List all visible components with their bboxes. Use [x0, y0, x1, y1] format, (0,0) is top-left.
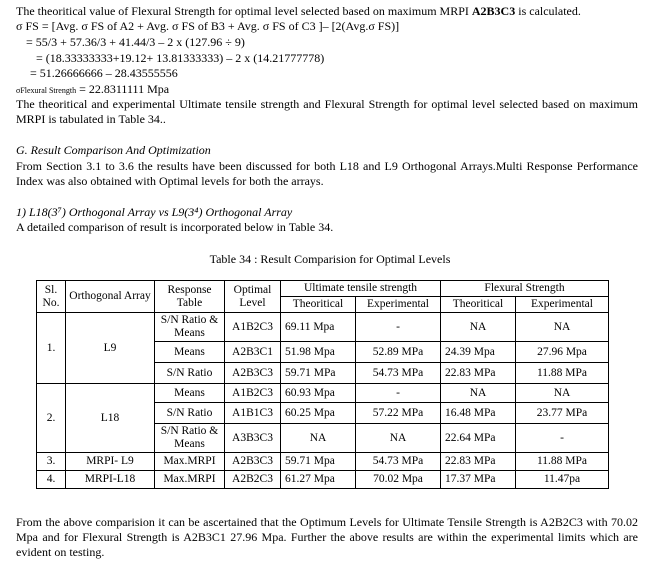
cell-sl: 4. — [37, 471, 66, 489]
cell-fs-experimental: NA — [516, 384, 609, 403]
table-caption: Table 34 : Result Comparision for Optimal Levels — [209, 252, 451, 266]
cell-uts-experimental: - — [356, 384, 441, 403]
header-flex-experimental: Experimental — [516, 297, 609, 313]
cell-array: L18 — [66, 384, 155, 453]
cell-uts-experimental: 54.73 MPa — [356, 453, 441, 471]
table-row — [37, 313, 609, 342]
header-response-table: Response Table — [155, 281, 225, 313]
cell-fs-experimental: 11.88 MPa — [516, 363, 609, 384]
cell-uts-theoretical: 69.11 Mpa — [281, 313, 356, 342]
cell-response: S/N Ratio — [155, 403, 225, 424]
cell-response: Max.MRPI — [155, 471, 225, 489]
cell-response: S/N Ratio & Means — [155, 424, 225, 453]
cell-fs-theoretical: 22.83 MPa — [441, 453, 516, 471]
section-g-paragraph: From Section 3.1 to 3.6 the results have been discussed for both L18 and L9 Orthogonal Arrays.Multi Response Performance Index was also obtained with Optimal levels for both the arrays. — [16, 159, 638, 188]
cell-fs-experimental: 23.77 MPa — [516, 403, 609, 424]
result-comparison-table — [36, 280, 609, 489]
cell-uts-theoretical: 61.27 Mpa — [281, 471, 356, 489]
header-uts-experimental: Experimental — [356, 297, 441, 313]
cell-sl: 3. — [37, 453, 66, 471]
header-sl-no: Sl. No. — [37, 281, 66, 313]
intro-level-bold: A2B3C3 — [471, 4, 516, 18]
cell-uts-experimental: 54.73 MPa — [356, 363, 441, 384]
cell-level: A2B3C3 — [225, 363, 281, 384]
cell-uts-experimental: NA — [356, 424, 441, 453]
cell-response: Max.MRPI — [155, 453, 225, 471]
cell-uts-experimental: 70.02 Mpa — [356, 471, 441, 489]
cell-level: A2B3C3 — [225, 453, 281, 471]
sigma-flexural-value: = 22.8311111 Mpa — [79, 82, 170, 96]
conclusion-paragraph: From the above comparision it can be ascertained that the Optimum Levels for Ultimate Tensile Strength is A2B2C3 with 70.02 Mpa and for Flexural Strength is A2B3C1 27.96 Mpa. Further the above results are within the experimental limits which are evident on testing. — [16, 515, 638, 559]
header-flexural: Flexural Strength — [441, 281, 609, 297]
intro-paragraph: The theoritical and experimental Ultimate tensile strength and Flexural Strength for optimal level selected based on maximum MRPI is tabulated in Table 34.. — [16, 97, 638, 126]
cell-fs-theoretical: 22.64 MPa — [441, 424, 516, 453]
cell-response: S/N Ratio & Means — [155, 313, 225, 342]
cell-uts-theoretical: 51.98 Mpa — [281, 342, 356, 363]
cell-fs-experimental: - — [516, 424, 609, 453]
cell-level: A1B2C3 — [225, 313, 281, 342]
header-uts-theoretical: Theoritical — [281, 297, 356, 313]
equation-line-3: = (18.33333333+19.12+ 13.81333333) – 2 x (14.21777778) — [36, 51, 325, 65]
cell-fs-theoretical: 16.48 MPa — [441, 403, 516, 424]
cell-array: MRPI-L18 — [66, 471, 155, 489]
cell-array: MRPI- L9 — [66, 453, 155, 471]
cell-fs-theoretical: 17.37 MPa — [441, 471, 516, 489]
cell-level: A3B3C3 — [225, 424, 281, 453]
cell-uts-theoretical: 60.25 Mpa — [281, 403, 356, 424]
cell-sl: 2. — [37, 384, 66, 453]
header-uts: Ultimate tensile strength — [281, 281, 441, 297]
equation-line-2: = 55/3 + 57.36/3 + 41.44/3 – 2 x (127.96 ÷ 9) — [26, 35, 245, 49]
cell-fs-experimental: NA — [516, 313, 609, 342]
cell-fs-experimental: 27.96 Mpa — [516, 342, 609, 363]
cell-uts-experimental: - — [356, 313, 441, 342]
equation-line-5 — [16, 82, 169, 98]
equation-line-4: = 51.26666666 – 28.43555556 — [30, 66, 178, 80]
cell-array: L9 — [66, 313, 155, 384]
intro-text: The theoritical value of Flexural Strength for optimal level selected based on maximum MRPI — [16, 4, 472, 18]
cell-level: A2B2C3 — [225, 471, 281, 489]
cell-uts-theoretical: NA — [281, 424, 356, 453]
cell-uts-theoretical: 59.71 MPa — [281, 363, 356, 384]
cell-fs-experimental: 11.47pa — [516, 471, 609, 489]
table-row — [37, 471, 609, 489]
subsection-heading: 1) L18(3⁷) Orthogonal Array vs L9(3⁴) Orthogonal Array — [16, 205, 293, 219]
cell-response: Means — [155, 384, 225, 403]
cell-uts-theoretical: 59.71 Mpa — [281, 453, 356, 471]
cell-response: S/N Ratio — [155, 363, 225, 384]
header-optimal-level: Optimal Level — [225, 281, 281, 313]
intro-text-end: is calculated. — [515, 4, 581, 18]
cell-fs-theoretical: 24.39 Mpa — [441, 342, 516, 363]
cell-level: A2B3C1 — [225, 342, 281, 363]
table-row — [37, 384, 609, 403]
header-flex-theoretical: Theoritical — [441, 297, 516, 313]
intro-line-1 — [16, 4, 581, 19]
cell-level: A1B2C3 — [225, 384, 281, 403]
cell-sl: 1. — [37, 313, 66, 384]
cell-uts-theoretical: 60.93 Mpa — [281, 384, 356, 403]
header-orthogonal-array: Orthogonal Array — [66, 281, 155, 313]
cell-response: Means — [155, 342, 225, 363]
table-row — [37, 453, 609, 471]
sigma-flexural-label: σFlexural Strength — [16, 86, 77, 95]
equation-line-1: σ FS = [Avg. σ FS of A2 + Avg. σ FS of B3 + Avg. σ FS of C3 ]– [2(Avg.σ FS)] — [16, 19, 400, 33]
section-g-heading: G. Result Comparison And Optimization — [16, 143, 211, 157]
cell-fs-theoretical: 22.83 MPa — [441, 363, 516, 384]
cell-uts-experimental: 57.22 MPa — [356, 403, 441, 424]
cell-level: A1B1C3 — [225, 403, 281, 424]
cell-fs-theoretical: NA — [441, 313, 516, 342]
subsection-paragraph: A detailed comparison of result is incorporated below in Table 34. — [16, 220, 334, 234]
cell-fs-theoretical: NA — [441, 384, 516, 403]
cell-uts-experimental: 52.89 MPa — [356, 342, 441, 363]
cell-fs-experimental: 11.88 MPa — [516, 453, 609, 471]
